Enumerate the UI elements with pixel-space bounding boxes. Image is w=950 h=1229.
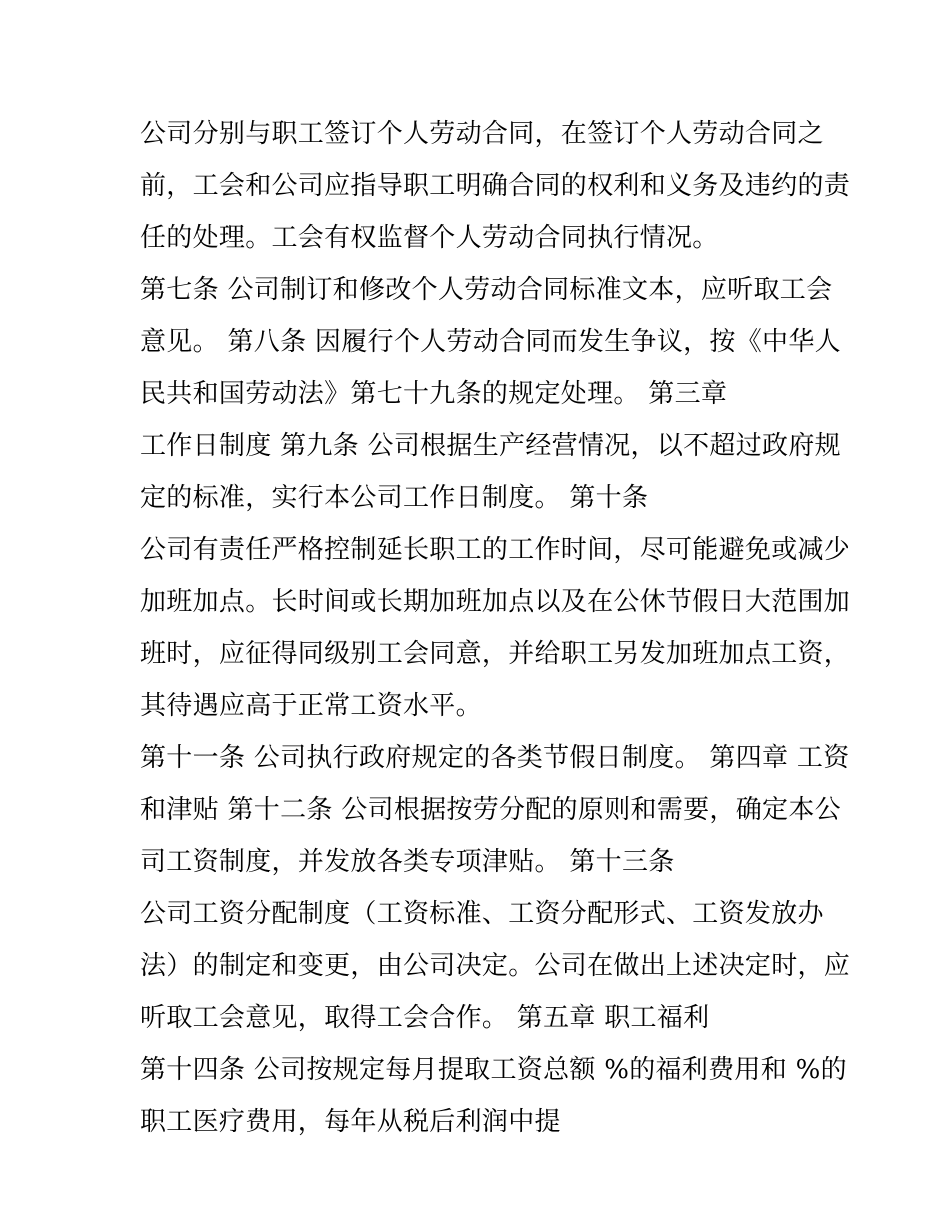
text-line: 第十四条 公司按规定每月提取工资总额 %的福利费用和 %的 — [140, 1055, 847, 1085]
text-line: 第十一条 公司执行政府规定的各类节假日制度。 第四章 工资 — [140, 743, 850, 773]
text-line: 班时，应征得同级别工会同意，并给职工另发加班加点工资， — [140, 639, 851, 669]
text-line: 意见。 第八条 因履行个人劳动合同而发生争议，按《中华人 — [140, 327, 841, 357]
text-line: 听取工会意见，取得工会合作。 第五章 职工福利 — [140, 1003, 710, 1033]
text-line: 法）的制定和变更，由公司决定。公司在做出上述决定时，应 — [140, 951, 851, 981]
text-line: 公司分别与职工签订个人劳动合同，在签订个人劳动合同之 — [140, 119, 824, 149]
text-line: 工作日制度 第九条 公司根据生产经营情况，以不超过政府规 — [140, 431, 841, 461]
text-line: 其待遇应高于正常工资水平。 — [140, 691, 482, 721]
text-line: 任的处理。工会有权监督个人劳动合同执行情况。 — [140, 223, 719, 253]
text-line: 民共和国劳动法》第七十九条的规定处理。 第三章 — [140, 379, 728, 409]
document-body — [140, 108, 851, 1148]
text-line: 加班加点。长时间或长期加班加点以及在公休节假日大范围加 — [140, 587, 851, 617]
text-line: 公司工资分配制度（工资标准、工资分配形式、工资发放办 — [140, 899, 824, 929]
text-line: 和津贴 第十二条 公司根据按劳分配的原则和需要，确定本公 — [140, 795, 841, 825]
text-line: 公司有责任严格控制延长职工的工作时间，尽可能避免或减少 — [140, 535, 851, 565]
text-line: 定的标准，实行本公司工作日制度。 第十条 — [140, 483, 649, 513]
text-line: 第七条 公司制订和修改个人劳动合同标准文本，应听取工会 — [140, 275, 833, 305]
text-line: 职工医疗费用，每年从税后利润中提 — [140, 1107, 561, 1137]
text-line: 司工资制度，并发放各类专项津贴。 第十三条 — [140, 847, 675, 877]
text-line: 前，工会和公司应指导职工明确合同的权利和义务及违约的责 — [140, 171, 851, 201]
